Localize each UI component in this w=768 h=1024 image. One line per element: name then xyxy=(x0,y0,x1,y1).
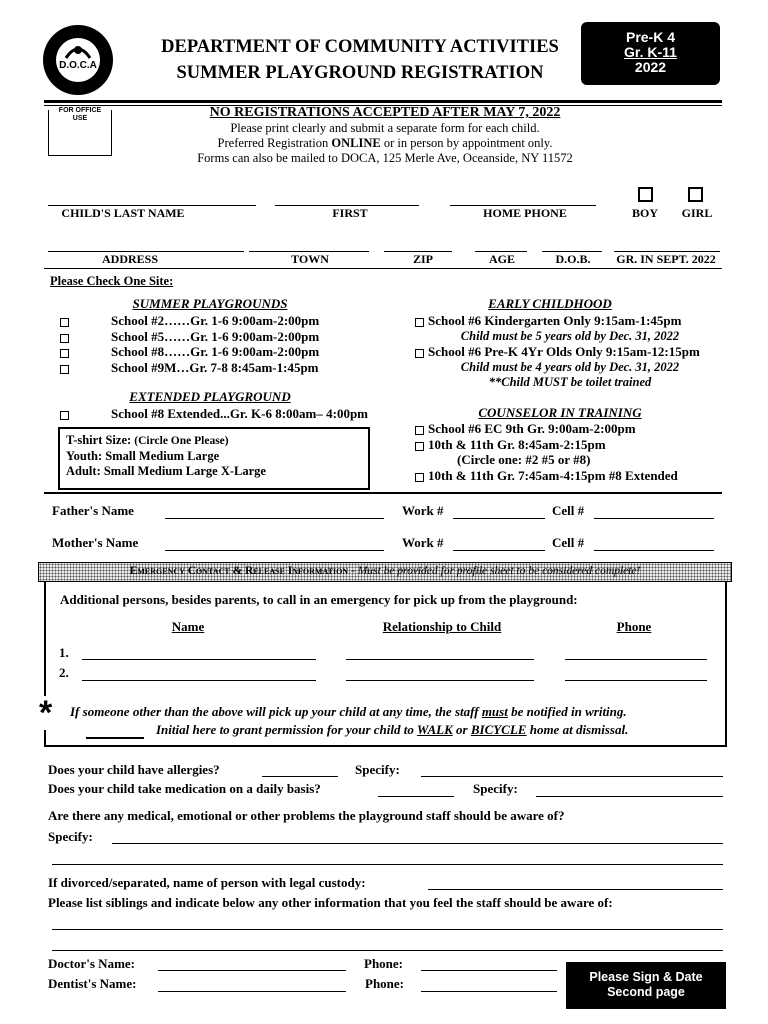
mother-cell-label: Cell # xyxy=(552,535,585,550)
checkbox[interactable] xyxy=(415,442,424,451)
problems-field-1[interactable] xyxy=(112,843,723,844)
siblings-label: Please list siblings and indicate below any other information that you feel the staff should be aware of: xyxy=(48,895,613,910)
checkbox[interactable] xyxy=(415,473,424,482)
father-work-label: Work # xyxy=(402,503,444,518)
contact-2-name-field[interactable] xyxy=(82,680,316,681)
checkbox[interactable] xyxy=(60,334,69,343)
tshirt-adult[interactable]: Adult: Small Medium Large X-Large xyxy=(66,464,266,478)
mother-work-field[interactable] xyxy=(453,550,545,551)
doctor-phone-label: Phone: xyxy=(364,956,403,971)
early-heading: EARLY CHILDHOOD xyxy=(488,296,612,311)
badge-line1: Pre-K 4 xyxy=(625,29,676,45)
checkbox[interactable] xyxy=(60,349,69,358)
father-name-field[interactable] xyxy=(165,518,384,519)
doca-logo xyxy=(42,24,114,96)
zip-label: ZIP xyxy=(412,252,433,266)
cit-item-3[interactable]: 10th & 11th Gr. 7:45am-4:15pm #8 Extended xyxy=(415,468,678,484)
girl-checkbox[interactable] xyxy=(688,187,703,202)
allergies-specify-field[interactable] xyxy=(421,776,723,777)
notice-line1: Please print clearly and submit a separate form for each child. xyxy=(230,121,540,135)
medication-specify-field[interactable] xyxy=(536,796,723,797)
header-rule xyxy=(44,100,722,103)
cit-heading: COUNSELOR IN TRAINING xyxy=(478,405,642,420)
dentist-name-field[interactable] xyxy=(158,991,346,992)
sign-date-line2: Second page xyxy=(607,985,685,999)
tshirt-title: T-shirt Size: (Circle One Please) xyxy=(66,433,229,447)
checkbox[interactable] xyxy=(415,349,424,358)
child-section-rule xyxy=(44,268,722,269)
badge-line2: Gr. K-11 xyxy=(624,44,677,60)
extended-heading: EXTENDED PLAYGROUND xyxy=(129,389,291,404)
doctor-name-field[interactable] xyxy=(158,970,346,971)
checkbox[interactable] xyxy=(60,365,69,374)
problems-field-2[interactable] xyxy=(52,864,723,865)
emergency-title: Emergency Contact & Release Information xyxy=(129,565,349,577)
address-label: ADDRESS xyxy=(101,252,158,266)
extended-item[interactable]: School #8 Extended...Gr. K-6 8:00am– 4:00pm xyxy=(60,406,368,422)
siblings-field-1[interactable] xyxy=(52,929,723,930)
father-label: Father's Name xyxy=(52,503,134,518)
last-name-label: CHILD'S LAST NAME xyxy=(61,206,185,220)
checkbox[interactable] xyxy=(60,318,69,327)
custody-label: If divorced/separated, name of person with legal custody: xyxy=(48,875,366,890)
contact-2-phone-field[interactable] xyxy=(565,680,707,681)
problems-specify-label: Specify: xyxy=(48,829,93,844)
mother-name-field[interactable] xyxy=(165,550,384,551)
pickup-notice: If someone other than the above will pick up your child at any time, the staff must be notified in writing. xyxy=(70,704,627,719)
tshirt-youth[interactable]: Youth: Small Medium Large xyxy=(66,449,220,463)
col-phone: Phone xyxy=(616,619,652,634)
office-use-label: FOR OFFICE USE xyxy=(49,107,111,123)
town-label: TOWN xyxy=(291,252,329,266)
early-item-2[interactable]: School #6 Pre-K 4Yr Olds Only 9:15am-12:15pm xyxy=(415,344,700,360)
row-2-label: 2. xyxy=(59,665,69,680)
grade-badge xyxy=(581,22,720,85)
check-one-site: Please Check One Site: xyxy=(50,274,174,288)
badge-line3: 2022 xyxy=(634,59,667,75)
sign-date-line1: Please Sign & Date xyxy=(589,970,703,984)
summer-item-2[interactable]: School #5……Gr. 1-6 9:00am-2:00pm xyxy=(60,329,319,345)
early-note-3: **Child MUST be toilet trained xyxy=(488,375,652,389)
contact-2-relationship-field[interactable] xyxy=(346,680,534,681)
summer-item-4[interactable]: School #9M…Gr. 7-8 8:45am-1:45pm xyxy=(60,360,319,376)
siblings-field-2[interactable] xyxy=(52,950,723,951)
grade-label: GR. IN SEPT. 2022 xyxy=(616,252,716,266)
notice-line2: Preferred Registration ONLINE or in person by appointment only. xyxy=(217,136,553,150)
medication-specify-label: Specify: xyxy=(473,781,518,796)
checkbox[interactable] xyxy=(60,411,69,420)
summer-heading: SUMMER PLAYGROUNDS xyxy=(132,296,288,311)
asterisk-icon: * xyxy=(39,694,53,732)
dentist-phone-label: Phone: xyxy=(365,976,404,991)
early-note-2: Child must be 4 years old by Dec. 31, 2022 xyxy=(460,360,680,374)
initial-permission: Initial here to grant permission for your child to WALK or BICYCLE home at dismissal. xyxy=(156,722,629,737)
dentist-label: Dentist's Name: xyxy=(48,976,137,991)
summer-item-1[interactable]: School #2……Gr. 1-6 9:00am-2:00pm xyxy=(60,313,319,329)
medication-label: Does your child take medication on a daily basis? xyxy=(48,781,321,796)
age-label: AGE xyxy=(488,252,515,266)
first-name-label: FIRST xyxy=(332,206,368,220)
cit-item-1[interactable]: School #6 EC 9th Gr. 9:00am-2:00pm xyxy=(415,421,636,437)
allergies-specify-label: Specify: xyxy=(355,762,400,777)
dob-label: D.O.B. xyxy=(555,252,591,266)
emergency-banner-note: - Must be provided for profile sheet to be considered complete! xyxy=(348,565,641,577)
mother-work-label: Work # xyxy=(402,535,444,550)
deadline-notice: NO REGISTRATIONS ACCEPTED AFTER MAY 7, 2022 xyxy=(209,105,561,120)
row-1-label: 1. xyxy=(59,645,69,660)
checkbox[interactable] xyxy=(415,318,424,327)
contact-1-phone-field[interactable] xyxy=(565,659,707,660)
problems-label: Are there any medical, emotional or other problems the playground staff should be aware of? xyxy=(48,808,565,823)
notice-line3: Forms can also be mailed to DOCA, 125 Merle Ave, Oceanside, NY 11572 xyxy=(197,151,573,165)
girl-label: GIRL xyxy=(681,206,713,220)
logo-center-text: D.O.C.A xyxy=(59,60,97,71)
tshirt-box xyxy=(58,427,370,490)
emergency-intro: Additional persons, besides parents, to call in an emergency for pick up from the playground: xyxy=(60,592,578,607)
cit-item-2-note: (Circle one: #2 #5 or #8) xyxy=(457,452,591,467)
page-subtitle: SUMMER PLAYGROUND REGISTRATION xyxy=(176,63,544,83)
sign-date-box xyxy=(566,962,726,1009)
early-note-1: Child must be 5 years old by Dec. 31, 2022 xyxy=(460,329,680,343)
doctor-label: Doctor's Name: xyxy=(48,956,135,971)
office-use-box xyxy=(48,107,112,156)
col-relationship: Relationship to Child xyxy=(382,619,502,634)
sites-rule xyxy=(44,492,722,494)
contact-1-relationship-field[interactable] xyxy=(346,659,534,660)
page-title: DEPARTMENT OF COMMUNITY ACTIVITIES xyxy=(161,37,559,57)
mother-cell-field[interactable] xyxy=(594,550,714,551)
summer-item-3[interactable]: School #8……Gr. 1-6 9:00am-2:00pm xyxy=(60,344,319,360)
home-phone-label: HOME PHONE xyxy=(483,206,567,220)
allergies-field[interactable] xyxy=(262,776,338,777)
mother-label: Mother's Name xyxy=(52,535,139,550)
father-cell-label: Cell # xyxy=(552,503,585,518)
boy-label: BOY xyxy=(631,206,658,220)
medication-field[interactable] xyxy=(378,796,454,797)
early-item-1[interactable]: School #6 Kindergarten Only 9:15am-1:45pm xyxy=(415,313,682,329)
initial-field[interactable] xyxy=(86,737,144,739)
contact-1-name-field[interactable] xyxy=(82,659,316,660)
doctor-phone-field[interactable] xyxy=(421,970,557,971)
checkbox[interactable] xyxy=(415,426,424,435)
emergency-banner xyxy=(38,562,732,582)
allergies-label: Does your child have allergies? xyxy=(48,762,220,777)
father-cell-field[interactable] xyxy=(594,518,714,519)
col-name: Name xyxy=(171,619,205,634)
cit-item-2[interactable]: 10th & 11th Gr. 8:45am-2:15pm xyxy=(415,437,606,453)
dentist-phone-field[interactable] xyxy=(421,991,557,992)
father-work-field[interactable] xyxy=(453,518,545,519)
boy-checkbox[interactable] xyxy=(638,187,653,202)
custody-field[interactable] xyxy=(428,889,723,890)
